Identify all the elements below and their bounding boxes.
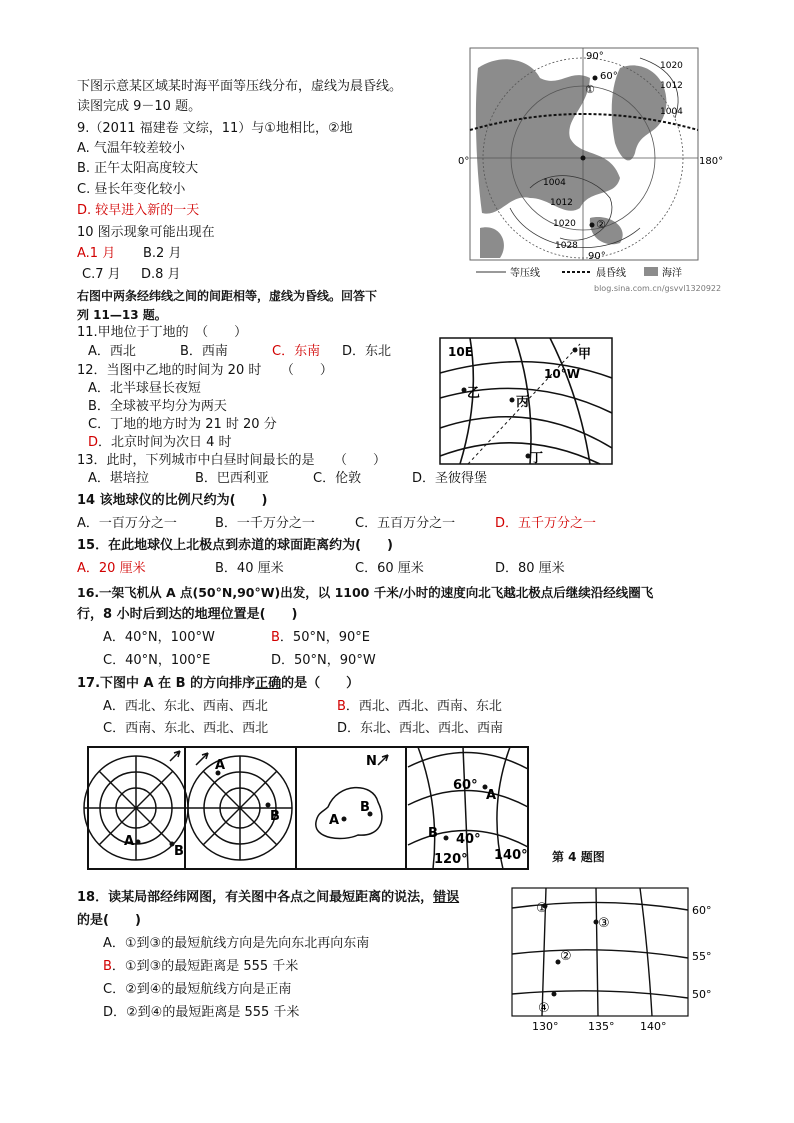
fig4-label-b: B: [360, 800, 370, 815]
map2-jia: 甲: [578, 347, 592, 362]
q12-option-d: D．北京时间为次日 4 时: [88, 435, 232, 450]
q15-option-d: D．80 厘米: [495, 561, 565, 576]
q11-option-c: C．东南: [272, 344, 321, 359]
q14-option-c: C．五百万分之一: [355, 516, 456, 531]
q12-stem: 12．当图中乙地的时间为 20 时 （ ）: [77, 363, 333, 378]
legend-terminator-label: 晨昏线: [596, 268, 626, 279]
q16-option-b: B．50°N，90°E: [271, 630, 370, 645]
q14-option-a: A．一百万分之一: [77, 516, 177, 531]
map3-point-1: ①: [536, 901, 548, 916]
q14-option-b: B．一千万分之一: [215, 516, 315, 531]
q9-option-b: B. 正午太阳高度较大: [77, 161, 199, 176]
q16-option-c: C．40°N，100°E: [103, 653, 211, 668]
q17-stem: 17.下图中 A 在 B 的方向排序正确的是（ ）: [77, 676, 360, 691]
pressure-map: [458, 48, 724, 300]
q16-stem: 16.一架飞机从 A 点(50°N,90°W)出发，以 1100 千米/小时的速度向北飞越北极点后继续沿经线圈飞: [77, 585, 654, 600]
q11-option-d: D．东北: [342, 344, 392, 359]
fig4-label-a: A: [486, 788, 497, 803]
map1-lon-top: 90°: [586, 51, 604, 62]
map1-isobar: 1012: [660, 81, 683, 91]
map2-ding: 丁: [530, 451, 544, 466]
map3-lon-140: 140°: [640, 1020, 667, 1033]
map1-point-2: ②: [596, 218, 606, 231]
q11-option-b: B．西南: [180, 344, 228, 359]
q11-stem: 11.甲地位于丁地的 （ ）: [77, 325, 248, 340]
map2-yi: 乙: [467, 386, 481, 401]
q16-stem-cont: 行，8 小时后到达的地理位置是( ): [77, 607, 298, 622]
q18-option-a: A．①到③的最短航线方向是先向东北再向东南: [103, 936, 370, 951]
q18-option-b: B．①到③的最短距离是 555 千米: [103, 959, 299, 974]
q12-option-c: C．丁地的地方时为 21 时 20 分: [88, 417, 277, 432]
fig4-lon-140: 140°: [494, 848, 528, 863]
fig4-label-b: B: [174, 844, 184, 859]
fig4-label-a: A: [215, 758, 226, 773]
map3-lat-50: 50°: [692, 988, 712, 1001]
fig4-lat-40: 40°: [456, 832, 481, 847]
map1-isobar: 1004: [660, 107, 683, 117]
intro-line: 下图示意某区域某时海平面等压线分布，虚线为晨昏线。: [77, 79, 403, 94]
q16-option-a: A．40°N，100°W: [103, 630, 215, 645]
map3-lat-60: 60°: [692, 904, 712, 917]
map1-isobar: 1020: [660, 61, 683, 71]
q18-stem: 18．读某局部经纬网图，有关图中各点之间最短距离的说法，错误: [77, 890, 460, 905]
q17-option-b: B．西北、西北、西南、东北: [337, 699, 502, 714]
fig4-label-a: A: [329, 813, 340, 828]
q15-option-a: A．20 厘米: [77, 561, 146, 576]
legend-ocean-label: 海洋: [662, 268, 682, 279]
map1-isobar: 1012: [550, 198, 573, 208]
map3-point-3: ③: [598, 916, 610, 931]
intro2-line: 右图中两条经纬线之间的间距相等，虚线为昏线。回答下: [77, 289, 378, 303]
q13-option-b: B．巴西利亚: [195, 471, 269, 486]
q9-stem: 9.（2011 福建卷 文综，11）与①地相比，②地: [77, 121, 353, 136]
fig4-label-b: B: [428, 826, 438, 841]
direction-figure: [88, 747, 528, 869]
q12-option-a: A．北半球昼长夜短: [88, 381, 201, 396]
map3-point-4: ④: [538, 1001, 550, 1016]
q18-stem-cont: 的是( ): [77, 913, 141, 928]
q9-option-d: D. 较早进入新的一天: [77, 203, 200, 218]
graticule-map-2: [440, 338, 612, 464]
map1-isobar: 1020: [553, 219, 576, 229]
intro-line: 读图完成 9－10 题。: [77, 99, 202, 114]
q13-stem: 13．此时，下列城市中白昼时间最长的是 （ ）: [77, 453, 387, 468]
q15-stem: 15．在此地球仪上北极点到赤道的球面距离约为( ): [77, 538, 393, 553]
q15-option-b: B．40 厘米: [215, 561, 284, 576]
q12-option-d-text: ．北京时间为次日 4 时: [98, 435, 232, 450]
q14-option-d: D．五千万分之一: [495, 516, 597, 531]
q18-option-d: D．②到④的最短距离是 555 千米: [103, 1005, 300, 1020]
q13-option-a: A．堪培拉: [88, 471, 149, 486]
fig4-label-b: B: [270, 809, 280, 824]
q17-option-d: D．东北、西北、西北、西南: [337, 721, 504, 736]
q11-option-a: A．西北: [88, 344, 136, 359]
q18-option-c: C．②到④的最短航线方向是正南: [103, 982, 292, 997]
map2-bing: 丙: [516, 395, 530, 410]
q13-option-c: C．伦敦: [313, 471, 362, 486]
q10-option-c: C.7 月: [82, 267, 121, 282]
q10-stem: 10 图示现象可能出现在: [77, 225, 215, 240]
map1-watermark: blog.sina.com.cn/gsvvl1320922: [594, 284, 722, 293]
fig4-north-label: N: [366, 754, 377, 769]
q13-option-d: D．圣彼得堡: [412, 471, 488, 486]
map2-lon-10e: 10E: [448, 345, 473, 359]
q10-option-b: B.2 月: [143, 246, 182, 261]
q15-option-c: C．60 厘米: [355, 561, 424, 576]
map1-isobar: 1028: [555, 241, 578, 251]
fig4-lat-60: 60°: [453, 778, 478, 793]
map1-lon-bottom: 90°: [588, 251, 606, 262]
q14-stem: 14 该地球仪的比例尺约为( ): [77, 493, 268, 508]
q10-option-d: D.8 月: [141, 267, 181, 282]
fig4-caption: 第 4 题图: [552, 850, 605, 864]
intro2-line: 列 11—13 题。: [77, 308, 167, 322]
map1-lon-right: 180°: [699, 156, 724, 167]
map3-point-2: ②: [560, 949, 572, 964]
q17-option-c: C．西南、东北、西北、西北: [103, 721, 269, 736]
q9-option-c: C. 昼长年变化较小: [77, 182, 186, 197]
map1-lon-left: 0°: [458, 156, 470, 167]
map1-lat: 60°: [600, 71, 618, 82]
graticule-map-3: [512, 888, 718, 1034]
q17-option-a: A．西北、东北、西南、西北: [103, 699, 268, 714]
q9-option-a: A. 气温年较差较小: [77, 141, 185, 156]
q16-option-d: D．50°N，90°W: [271, 653, 376, 668]
map3-lon-130: 130°: [532, 1020, 559, 1033]
legend-isobar-label: 等压线: [510, 268, 540, 279]
q12-option-b: B．全球被平均分为两天: [88, 399, 227, 414]
q10-option-a: A.1 月: [77, 246, 116, 261]
map1-isobar: 1004: [543, 178, 566, 188]
map3-lat-55: 55°: [692, 950, 712, 963]
fig4-lon-120: 120°: [434, 852, 468, 867]
map2-lon-10w: 10°W: [544, 367, 580, 381]
map3-lon-135: 135°: [588, 1020, 615, 1033]
fig4-label-a: A: [124, 834, 135, 849]
map1-point-1: ①: [585, 83, 595, 96]
